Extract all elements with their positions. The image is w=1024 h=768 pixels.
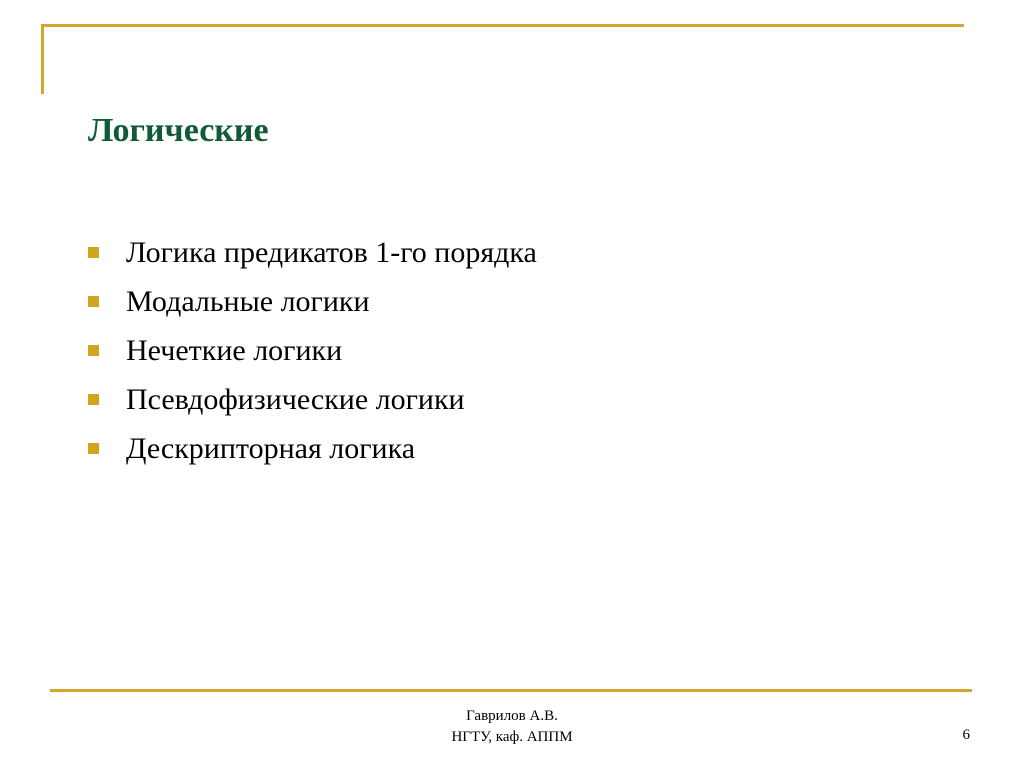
slide-title: Логические [88,112,269,149]
left-frame-line [41,24,44,94]
square-bullet-icon [88,394,99,405]
square-bullet-icon [88,296,99,307]
page-number: 6 [962,727,970,743]
bullet-text: Нечеткие логики [126,333,343,367]
bullet-item [88,277,537,326]
bullet-item [88,326,537,375]
bullet-text: Псевдофизические логики [126,382,465,416]
bullet-item [88,228,537,277]
bullet-item [88,424,537,473]
bullet-text: Логика предикатов 1-го порядка [126,235,537,269]
footer-divider [50,689,972,692]
top-frame-line [42,24,964,27]
footer-organization: НГТУ, каф. АППМ [451,729,573,745]
square-bullet-icon [88,443,99,454]
footer [312,706,712,748]
square-bullet-icon [88,247,99,258]
footer-author: Гаврилов А.В. [466,708,558,724]
bullet-item [88,375,537,424]
bullet-list [88,228,537,473]
bullet-text: Модальные логики [126,284,370,318]
bullet-text: Дескрипторная логика [126,431,416,465]
square-bullet-icon [88,345,99,356]
